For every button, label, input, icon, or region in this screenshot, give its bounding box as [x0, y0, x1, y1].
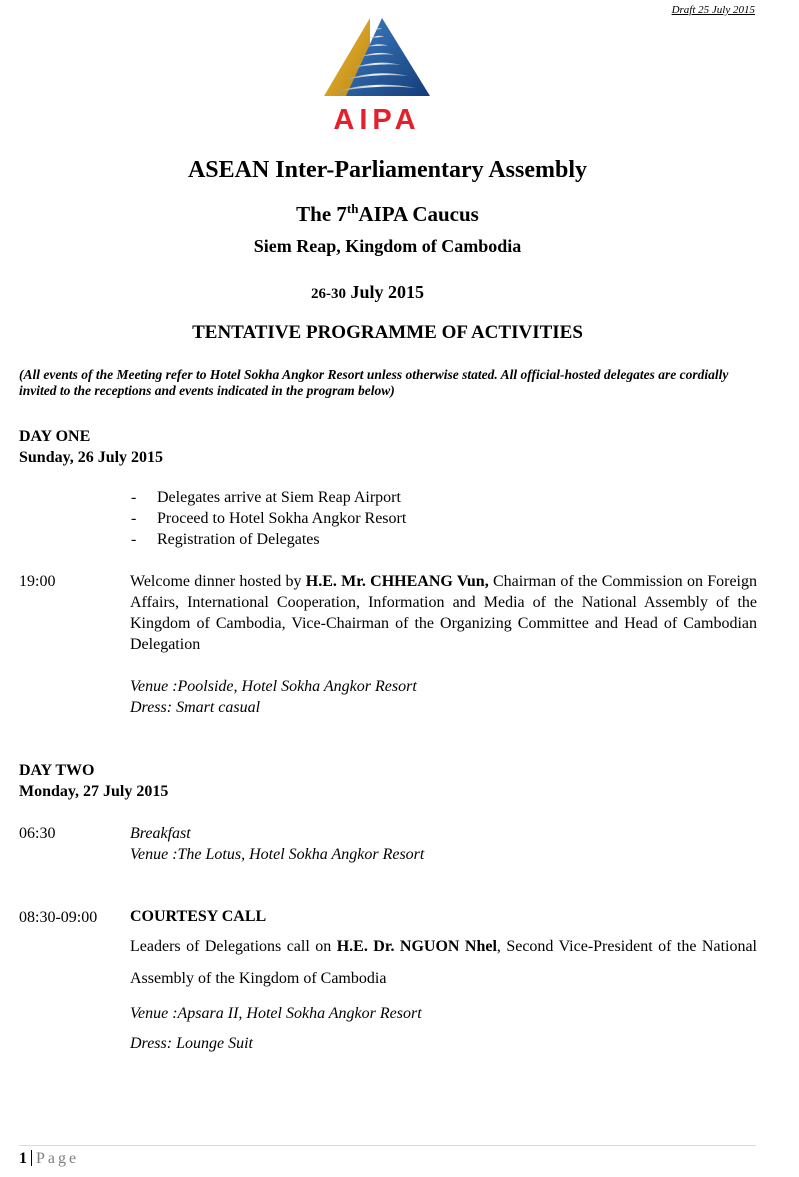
list-item: - Registration of Delegates [131, 531, 320, 548]
event-time: 19:00 [19, 573, 56, 590]
page-footer [19, 1150, 79, 1168]
event-venue: Venue :The Lotus, Hotel Sokha Angkor Resort [130, 846, 425, 863]
event-description: Welcome dinner hosted by H.E. Mr. CHHEANG Vun, Chairman of the Commission on Foreign Affairs, International Cooperation, Information and Media of the National Assembly of the Kingdom of Cambodia, Vice-Chairman of the Organizing Committee and Head of Cambodian Delegation [130, 573, 757, 653]
event-title: The 7thAIPA Caucus [296, 201, 479, 226]
logo-text: AIPA [333, 104, 421, 134]
arrival-list [131, 487, 406, 550]
event-time: 08:30-09:00 [19, 909, 98, 926]
event-title: Breakfast [130, 825, 191, 842]
page-label: Page [36, 1150, 80, 1167]
host-name: H.E. Dr. NGUON Nhel [336, 938, 497, 955]
host-name: H.E. Mr. CHHEANG Vun, [305, 573, 489, 590]
event-dates: 26-30 July 2015 [310, 282, 424, 302]
day-two-heading: DAY TWO Monday, 27 July 2015 [19, 762, 169, 800]
draft-date-label: Draft 25 July 2015 [671, 4, 755, 16]
event-venue: Venue :Poolside, Hotel Sokha Angkor Resort [130, 678, 417, 695]
aipa-logo [322, 16, 432, 134]
footer-separator [31, 1150, 32, 1166]
list-item: - Proceed to Hotel Sokha Angkor Resort [131, 510, 407, 527]
day-one-heading: DAY ONE Sunday, 26 July 2015 [19, 428, 164, 466]
event-title: COURTESY CALL [130, 908, 267, 925]
event-venue: Venue :Apsara II, Hotel Sokha Angkor Resort [130, 1005, 422, 1022]
event-dress: Dress: Smart casual [130, 699, 261, 716]
event-description: Leaders of Delegations call on H.E. Dr. NGUON Nhel, Second Vice-President of the National Assembly of the Kingdom of Cambodia [130, 938, 758, 987]
event-location: Siem Reap, Kingdom of Cambodia [253, 236, 522, 256]
programme-note: (All events of the Meeting refer to Hotel Sokha Angkor Resort unless otherwise stated. All official-hosted delegates are cordially invited to the receptions and events indicated in the program below) [19, 367, 729, 398]
aipa-triangle-icon [322, 16, 432, 134]
page-number: 1 [19, 1150, 27, 1167]
list-item: - Delegates arrive at Siem Reap Airport [131, 489, 401, 506]
event-dress: Dress: Lounge Suit [130, 1035, 253, 1052]
event-time: 06:30 [19, 825, 56, 842]
organization-title: ASEAN Inter-Parliamentary Assembly [187, 157, 588, 183]
footer-divider [19, 1145, 756, 1146]
programme-title: TENTATIVE PROGRAMME OF ACTIVITIES [192, 322, 583, 343]
